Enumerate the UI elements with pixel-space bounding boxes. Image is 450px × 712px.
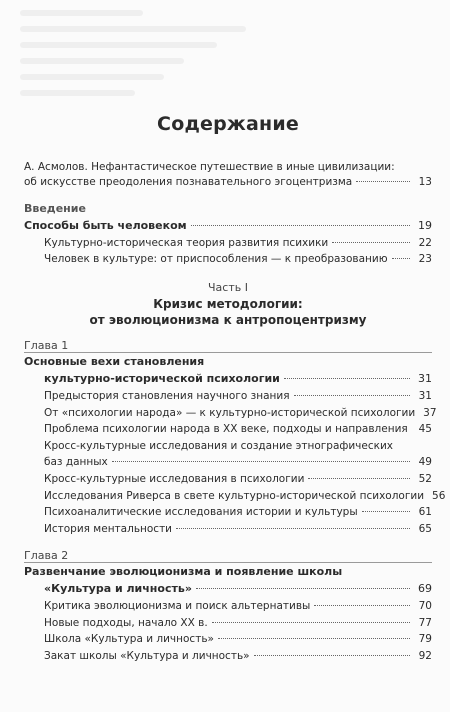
chapter1-entry[interactable] [44,489,446,503]
entry-text: Школа «Культура и личность» [44,633,214,645]
chapter2-entry[interactable] [44,649,432,663]
entry-text: Новые подходы, начало XX в. [44,617,208,629]
dot-leader [294,395,410,396]
intro-label: Введение [24,202,86,215]
chapter2-heading-entry[interactable] [44,582,432,596]
page-number: 19 [418,219,432,232]
page-number: 13 [418,176,432,188]
entry-text: Критика эволюционизма и поиск альтернативы [44,600,311,612]
dot-leader [218,638,410,639]
dot-leader [356,181,410,182]
dot-leader [254,655,410,656]
intro-entry[interactable] [44,252,432,266]
entry-text: Кросс-культурные исследования в психологии [44,473,305,485]
entry-text: Человек в культуре: от приспособления — к преобразованию [44,253,388,265]
page-number: 22 [418,237,432,249]
entry-text: Проблема психологии народа в XX веке, подходы и направления [44,423,408,435]
page-number: 23 [418,253,432,265]
toc-page [24,0,446,712]
dot-leader [112,461,410,462]
entry-text: Культурно-историческая теория развития психики [44,237,329,249]
chapter1-heading-line2: культурно-исторической психологии [44,372,280,385]
part-label: Часть I [208,281,248,294]
page-number: 70 [418,600,432,612]
entry-text: Исследования Риверса в свете культурно-исторической психологии [44,490,425,502]
page-number: 37 [423,407,437,419]
chapter1-rule [24,352,432,353]
dot-leader [362,511,410,512]
intro-heading: Способы быть человеком [24,219,187,232]
intro-entry[interactable] [44,236,432,250]
part-title-line2: от эволюционизма к антропоцентризму [89,313,367,327]
dot-leader [284,378,410,379]
chapter2-label: Глава 2 [24,549,69,562]
chapter1-entry[interactable] [44,422,432,436]
chapter2-rule [24,562,432,563]
chapter1-entry[interactable] [44,505,432,519]
preface-entry[interactable] [24,175,432,189]
part-title-line1: Кризис методологии: [153,297,303,311]
page-number: 45 [418,423,432,435]
page-number: 92 [418,650,432,662]
page-number: 79 [418,633,432,645]
intro-heading-entry[interactable] [24,219,432,233]
page-number: 65 [418,523,432,535]
chapter2-heading-line1: Развенчание эволюционизма и появление школы [24,565,343,578]
page-number: 52 [418,473,432,485]
page-title: Содержание [157,113,299,135]
page-number: 56 [432,490,446,502]
chapter1-entry[interactable] [44,522,432,536]
preface-line1: А. Асмолов. Нефантастическое путешествие в иные цивилизации: [24,161,395,173]
dot-leader [332,242,410,243]
chapter2-heading-line2: «Культура и личность» [44,582,192,595]
entry-text: История ментальности [44,523,173,535]
chapter2-entry[interactable] [44,599,432,613]
chapter1-heading-line1: Основные вехи становления [24,355,205,368]
chapter1-heading-entry[interactable] [44,372,432,386]
chapter1-entry[interactable] [44,389,432,403]
dot-leader [196,588,410,589]
entry-text: От «психологии народа» — к культурно-исторической психологии [44,407,416,419]
chapter2-entry[interactable] [44,616,432,630]
entry-text: Предыстория становления научного знания [44,390,290,402]
chapter1-label: Глава 1 [24,339,69,352]
entry-text-line1: Кросс-культурные исследования и создание этнографических [44,440,393,452]
page-number: 69 [418,582,432,595]
page-number: 77 [418,617,432,629]
entry-text: баз данных [44,456,108,468]
dot-leader [176,528,410,529]
chapter2-entry[interactable] [44,632,432,646]
chapter1-entry[interactable] [44,472,432,486]
preface-line2: об искусстве преодоления познавательного эгоцентризма [24,176,353,188]
dot-leader [314,605,410,606]
page-number: 61 [418,506,432,518]
dot-leader [308,478,410,479]
page-number: 31 [418,390,432,402]
page-number: 49 [418,456,432,468]
chapter1-entry[interactable] [44,455,432,469]
entry-text: Психоаналитические исследования истории и культуры [44,506,358,518]
dot-leader [392,258,410,259]
entry-text: Закат школы «Культура и личность» [44,650,250,662]
page-number: 31 [418,372,432,385]
chapter1-entry[interactable] [44,406,437,420]
dot-leader [212,622,410,623]
dot-leader [191,225,410,226]
